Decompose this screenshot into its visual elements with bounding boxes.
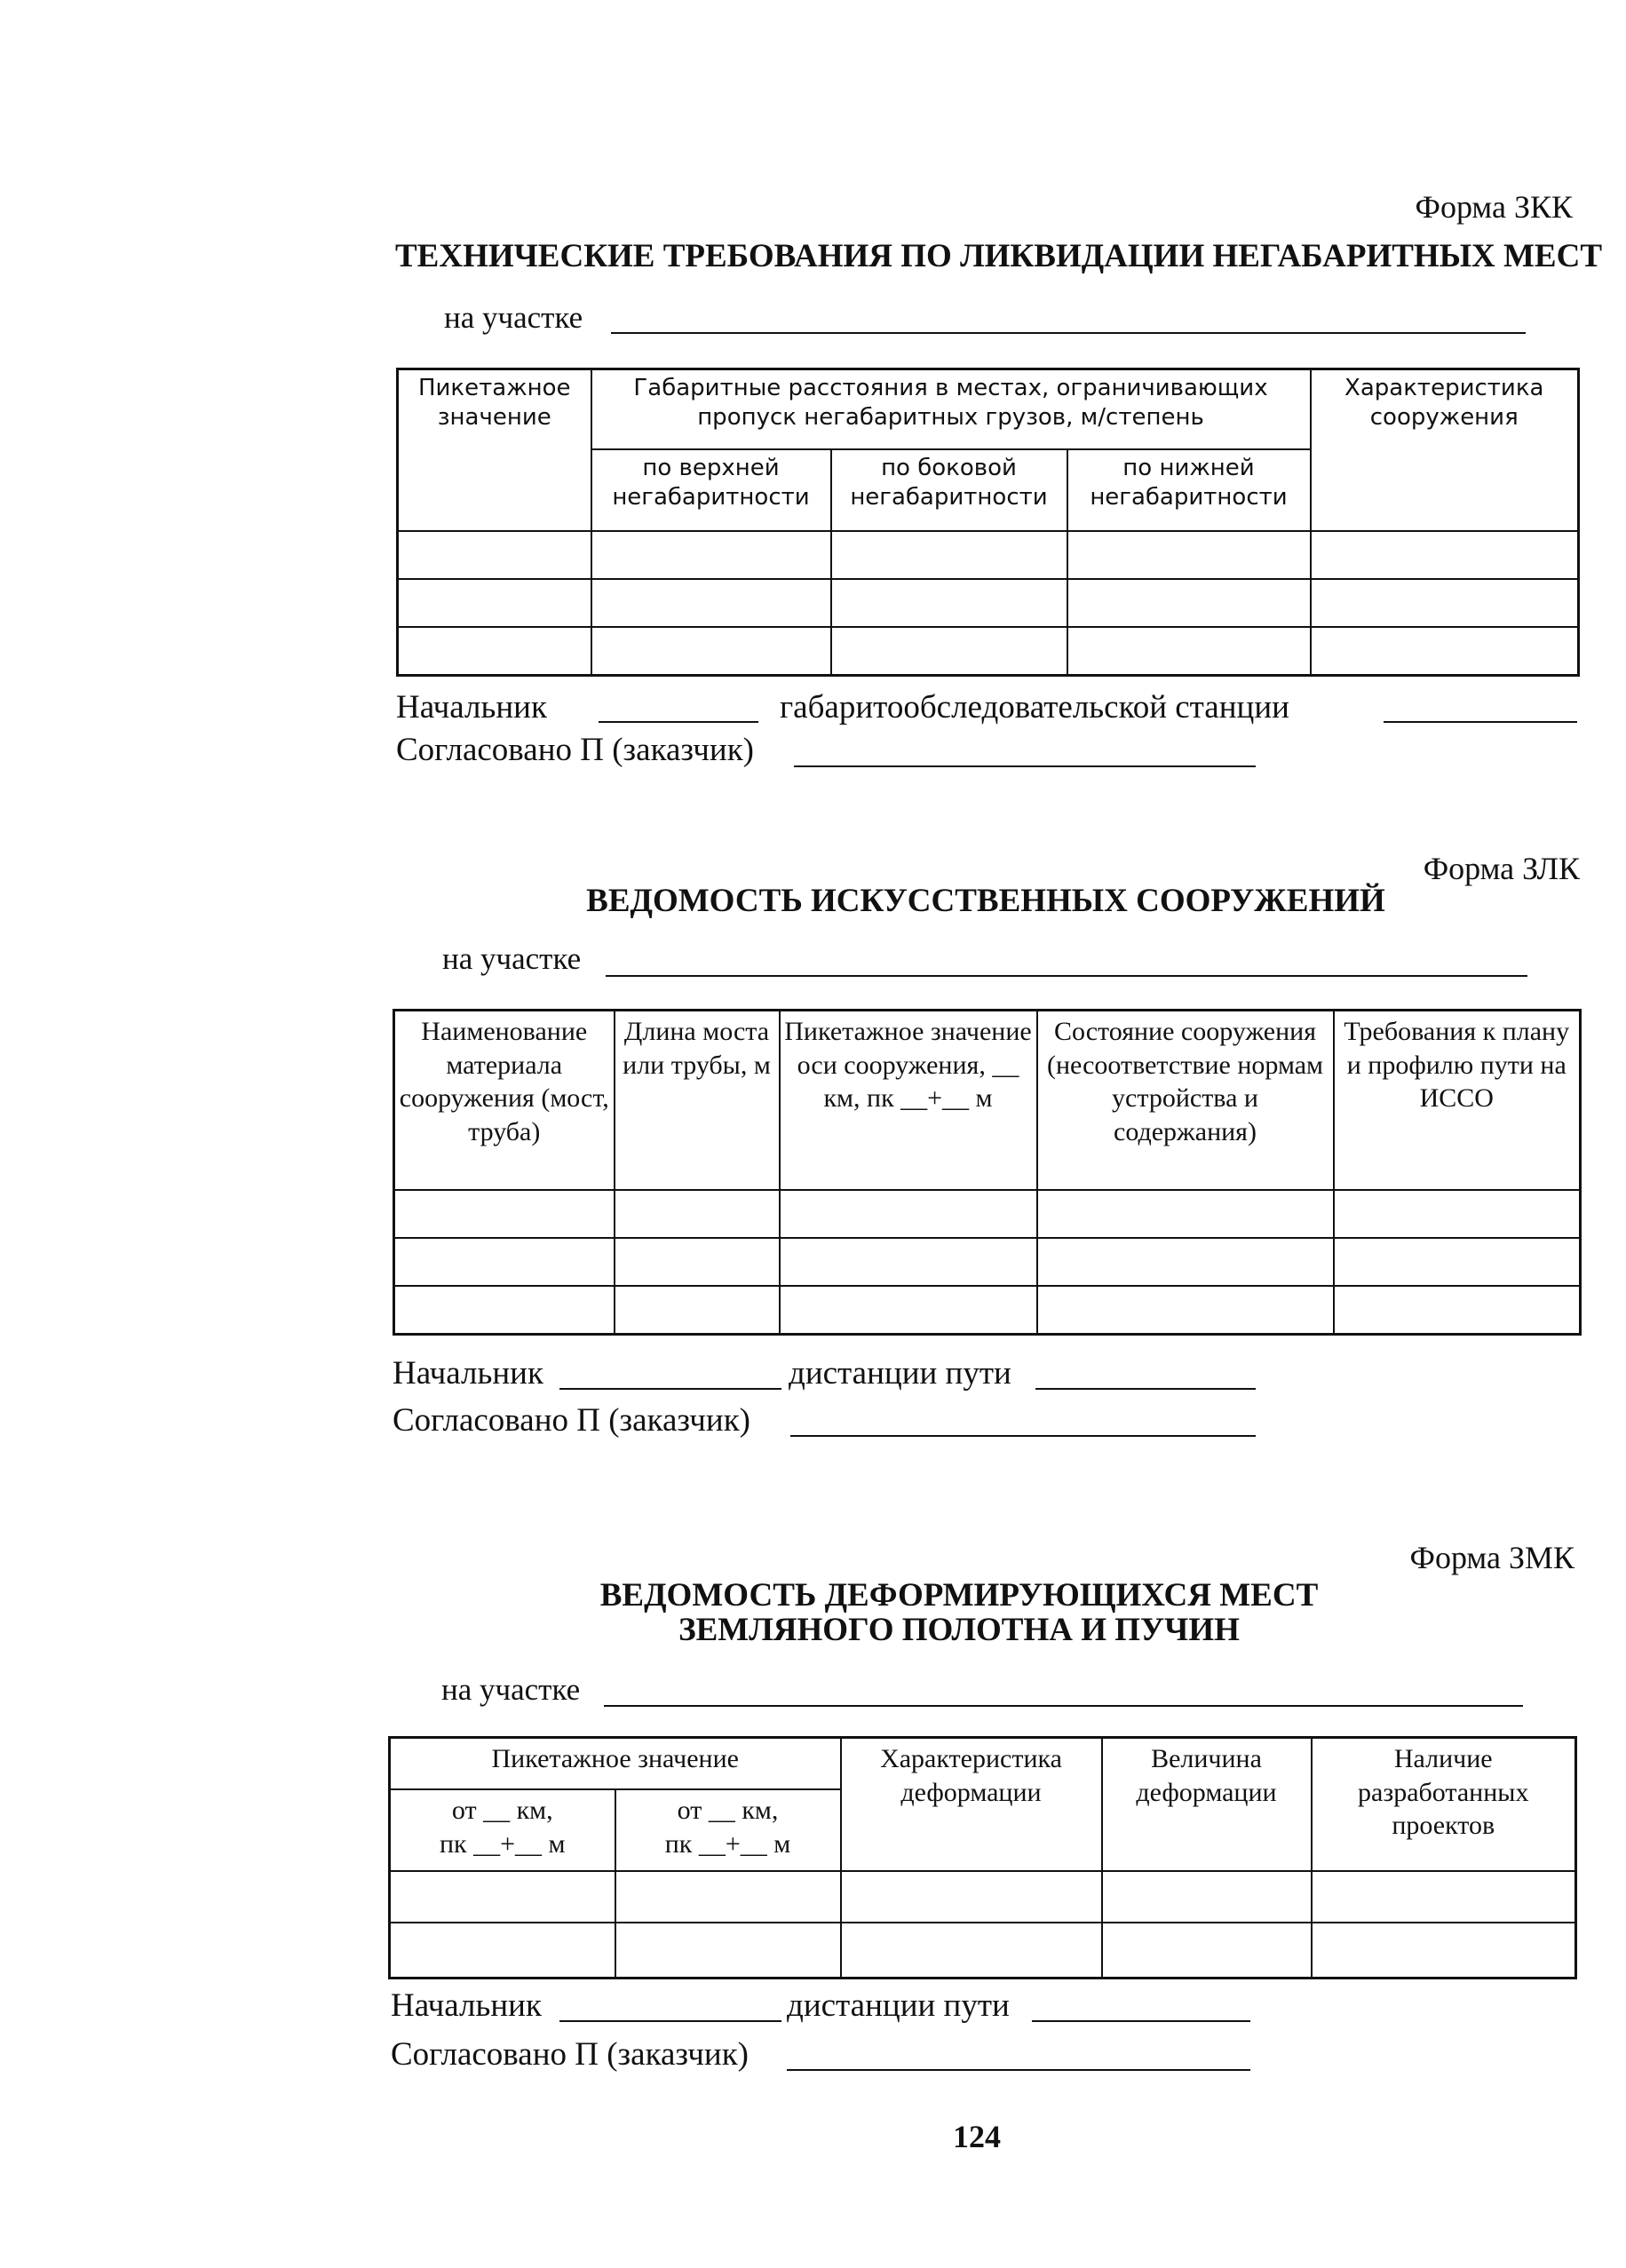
table-cell[interactable]	[615, 1923, 841, 1979]
header-from-1-pk: пк __+__ м	[439, 1828, 566, 1859]
table-row	[394, 1286, 1581, 1335]
table-cell[interactable]	[831, 579, 1067, 627]
form-zmk-chief-field[interactable]	[559, 2020, 781, 2022]
table-cell[interactable]	[398, 627, 591, 676]
form-zkk-agreed-label: Согласовано П (заказчик)	[396, 732, 754, 768]
table-cell[interactable]	[1067, 531, 1311, 579]
table-row	[390, 1923, 1576, 1979]
form-zkk-section-label: на участке	[444, 300, 583, 335]
form-zlk-title: ВЕДОМОСТЬ ИСКУССТВЕННЫХ СООРУЖЕНИЙ	[586, 883, 1385, 919]
header-deformation-value: Величина деформации	[1102, 1738, 1312, 1872]
form-zkk-number: Форма ЗКК	[1415, 189, 1573, 225]
table-row	[394, 1238, 1581, 1286]
table-cell[interactable]	[1311, 531, 1579, 579]
table-cell[interactable]	[1312, 1923, 1576, 1979]
form-zmk-title-line1: ВЕДОМОСТЬ ДЕФОРМИРУЮЩИХСЯ МЕСТ	[599, 1577, 1319, 1614]
table-cell[interactable]	[591, 627, 831, 676]
form-zmk-number: Форма ЗМК	[1409, 1540, 1574, 1575]
table-cell[interactable]	[398, 579, 591, 627]
header-top-clearance: по верхней негабаритности	[591, 449, 831, 531]
form-zkk-station-label: габаритообследовательской станции	[780, 689, 1289, 726]
table-cell[interactable]	[1037, 1286, 1334, 1335]
table-row	[398, 627, 1579, 676]
form-zkk-chief-label: Начальник	[396, 689, 547, 726]
table-cell[interactable]	[1311, 627, 1579, 676]
table-cell[interactable]	[1037, 1238, 1334, 1286]
form-zlk-chief-field[interactable]	[559, 1388, 781, 1390]
form-zkk-section-field[interactable]	[611, 332, 1526, 334]
form-zlk-number: Форма ЗЛК	[1423, 851, 1580, 886]
form-zlk-agreed-label: Согласовано П (заказчик)	[393, 1402, 750, 1439]
table-cell[interactable]	[1067, 627, 1311, 676]
table-cell[interactable]	[1334, 1238, 1581, 1286]
table-cell[interactable]	[591, 531, 831, 579]
table-cell[interactable]	[1334, 1190, 1581, 1238]
form-zmk-title-line2: ЗЕМЛЯНОГО ПОЛОТНА И ПУЧИН	[678, 1612, 1240, 1648]
table-cell[interactable]	[1334, 1286, 1581, 1335]
form-zmk-distance-field[interactable]	[1032, 2020, 1250, 2022]
header-structure-name: Наименование материала сооружения (мост, труба)	[394, 1011, 615, 1191]
header-from-2-km: от __ км,	[677, 1796, 779, 1825]
header-picket: Пикетажное значение	[398, 369, 591, 532]
form-zmk-table	[388, 1736, 1577, 1979]
table-row	[390, 1871, 1576, 1923]
table-cell[interactable]	[1037, 1190, 1334, 1238]
form-zmk-section-field[interactable]	[604, 1705, 1523, 1707]
header-deformation-feature: Характеристика деформации	[841, 1738, 1102, 1872]
table-cell[interactable]	[398, 531, 591, 579]
form-zlk-section-field[interactable]	[606, 975, 1527, 977]
header-picket-axis: Пикетажное значение оси сооружения, __ км, пк __+__ м	[780, 1011, 1037, 1191]
form-zlk-section-label: на участке	[442, 941, 582, 976]
page-number: 124	[953, 2119, 1001, 2154]
table-row	[398, 579, 1579, 627]
header-bottom-clearance: по нижней негабаритности	[1067, 449, 1311, 531]
header-from-1	[390, 1789, 615, 1871]
table-cell[interactable]	[780, 1286, 1037, 1335]
header-projects: Наличие разработанных проектов	[1312, 1738, 1576, 1872]
header-picket: Пикетажное значение	[390, 1738, 841, 1790]
table-cell[interactable]	[780, 1190, 1037, 1238]
table-cell[interactable]	[390, 1871, 615, 1923]
form-zkk-agreed-field[interactable]	[794, 765, 1256, 767]
table-cell[interactable]	[841, 1923, 1102, 1979]
table-cell[interactable]	[394, 1286, 615, 1335]
form-zlk-chief-label: Начальник	[393, 1355, 543, 1392]
table-cell[interactable]	[1102, 1871, 1312, 1923]
form-zmk-agreed-field[interactable]	[787, 2069, 1250, 2071]
table-cell[interactable]	[1067, 579, 1311, 627]
header-condition: Состояние сооружения (несоответствие нормам устройства и содержания)	[1037, 1011, 1334, 1191]
header-from-2-pk: пк __+__ м	[664, 1828, 791, 1859]
table-cell[interactable]	[1312, 1871, 1576, 1923]
table-cell[interactable]	[394, 1190, 615, 1238]
table-cell[interactable]	[615, 1238, 780, 1286]
table-cell[interactable]	[841, 1871, 1102, 1923]
table-cell[interactable]	[390, 1923, 615, 1979]
table-cell[interactable]	[615, 1871, 841, 1923]
table-cell[interactable]	[831, 627, 1067, 676]
form-zlk-distance-field[interactable]	[1035, 1388, 1256, 1390]
table-cell[interactable]	[780, 1238, 1037, 1286]
table-cell[interactable]	[831, 531, 1067, 579]
form-zlk-table	[393, 1009, 1582, 1336]
header-side-clearance: по боковой негабаритности	[831, 449, 1067, 531]
form-zlk-agreed-field[interactable]	[790, 1435, 1256, 1437]
form-zmk-section-label: на участке	[441, 1672, 581, 1707]
header-feature: Характеристика сооружения	[1311, 369, 1579, 532]
header-requirements: Требования к плану и профилю пути на ИССО	[1334, 1011, 1581, 1191]
form-zmk-chief-label: Начальник	[391, 1987, 542, 2024]
header-from-2	[615, 1789, 841, 1871]
form-zkk-title: ТЕХНИЧЕСКИЕ ТРЕБОВАНИЯ ПО ЛИКВИДАЦИИ НЕГАБАРИТНЫХ МЕСТ	[395, 238, 1603, 274]
header-clearance-group: Габаритные расстояния в местах, ограничивающих пропуск негабаритных грузов, м/степень	[591, 369, 1311, 450]
form-zkk-station-field[interactable]	[1384, 721, 1577, 723]
table-cell[interactable]	[615, 1286, 780, 1335]
table-row	[394, 1190, 1581, 1238]
table-cell[interactable]	[1311, 579, 1579, 627]
header-length: Длина моста или трубы, м	[615, 1011, 780, 1191]
table-cell[interactable]	[1102, 1923, 1312, 1979]
form-zkk-chief-field[interactable]	[599, 721, 758, 723]
form-zkk-table	[396, 368, 1580, 677]
table-cell[interactable]	[591, 579, 831, 627]
table-cell[interactable]	[615, 1190, 780, 1238]
form-zlk-distance-label: дистанции пути	[789, 1355, 1011, 1392]
table-row	[398, 531, 1579, 579]
header-from-1-km: от __ км,	[451, 1796, 553, 1825]
form-zmk-distance-label: дистанции пути	[787, 1987, 1010, 2024]
table-cell[interactable]	[394, 1238, 615, 1286]
form-zmk-agreed-label: Согласовано П (заказчик)	[391, 2036, 749, 2073]
